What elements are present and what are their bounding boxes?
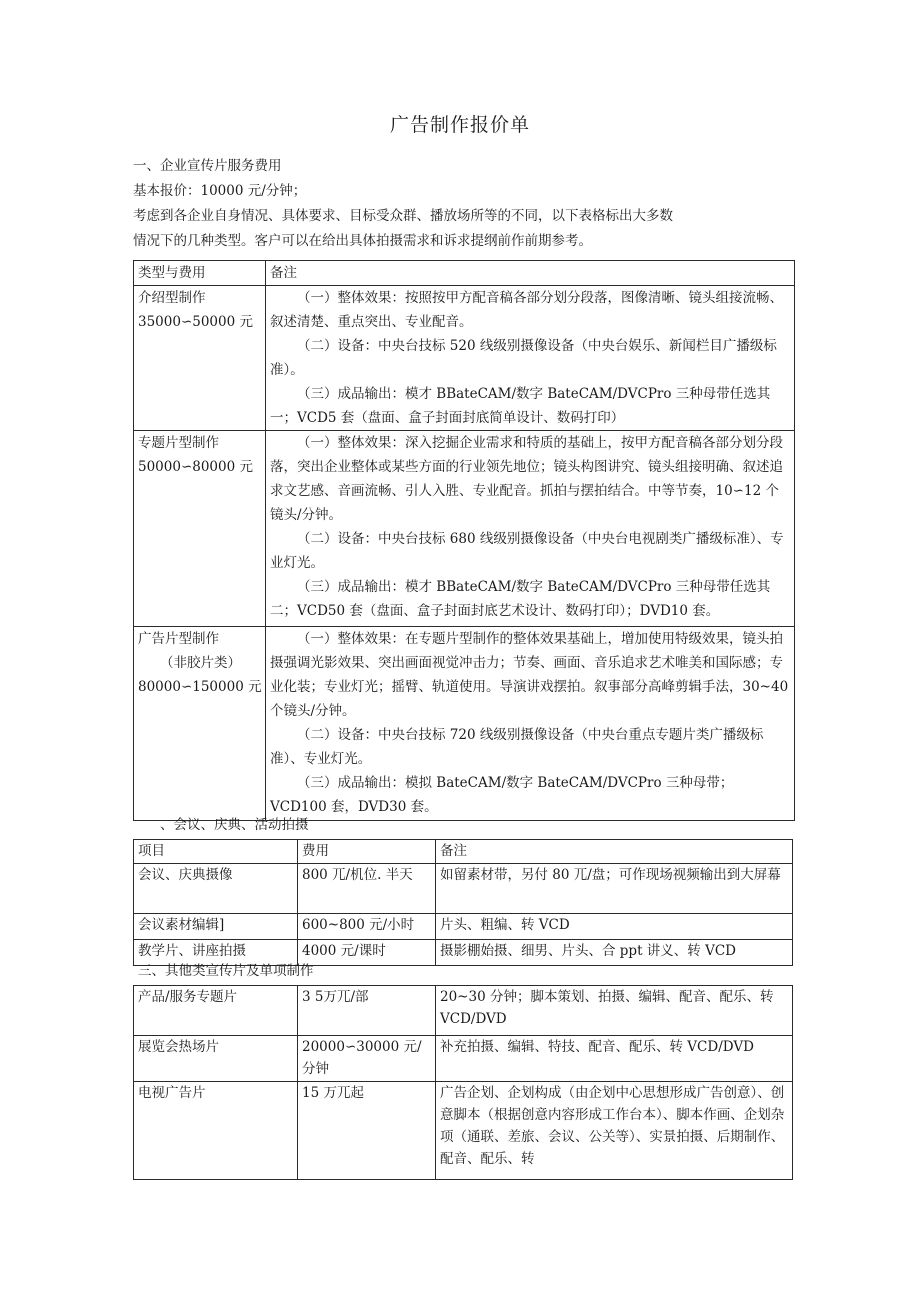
type-cell	[134, 627, 266, 821]
note-effect: （一）整体效果：在专题片型制作的整体效果基础上，增加使用特级效果，镜头拍摄强调光影效果、突出画面视觉冲击力；节奏、画面、音乐追求艺术唯美和国际感；专业化装；专业灯光；摇臂、轨道使用。导演讲戏摆拍。叙事部分高峰剪辑手法，30~40 个镜头/分钟。	[270, 631, 789, 719]
header-type-fee: 类型与费用	[134, 261, 266, 286]
notes-cell	[266, 627, 795, 821]
intro-line-1: 考虑到各企业自身情况、具体要求、目标受众群、播放场所等的不同，以下表格标出大多数	[133, 208, 673, 224]
notes-cell	[266, 431, 795, 627]
fee-cell: 3 5万兀/部	[298, 986, 436, 1036]
type-price: 80000∽150000 元	[138, 679, 262, 695]
note-output: （三）成品输出：模才 BBateCAM/数字 BateCAM/DVCPro 三种母带任选其一；VCD5 套（盘面、盒子封面封底简单设计、数码打印）	[270, 386, 771, 426]
type-price: 35000∽50000 元	[138, 314, 253, 330]
item-cell: 会议素材编辑]	[134, 914, 298, 940]
fee-cell: 15 万兀起	[298, 1082, 436, 1180]
type-name: 专题片型制作	[138, 435, 219, 451]
note-output: （三）成品输出：模才 BBateCAM/数字 BateCAM/DVCPro 三种母带任选其二；VCD50 套（盘面、盒子封面封底艺术设计、数码打印）；DVD10 套。	[270, 579, 771, 619]
table-row	[134, 864, 793, 914]
type-cell	[134, 431, 266, 627]
section2-heading: 、会议、庆典、活动拍摄	[160, 817, 309, 833]
note-cell: 广告企划、企划构成（由企划中心思想形成广告创意）、创意脚本（根据创意内容形成工作台本）、脚本作画、企划杂项（通联、差旅、会议、公关等）、实景拍摄、后期制作、配音、配乐、转	[436, 1082, 793, 1180]
type-subtitle: （非胶片类）	[160, 655, 241, 671]
item-cell: 会议、庆典摄像	[134, 864, 298, 914]
notes-cell	[266, 286, 795, 431]
item-cell: 教学片、讲座拍摄	[134, 940, 298, 966]
note-equipment: （二）设备：中央台技标 680 线级别摄像设备（中央台电视剧类广播级标准）、专业灯光。	[270, 531, 784, 571]
fee-cell: 4000 元/课时	[298, 940, 436, 966]
note-cell: 摄影棚始摄、细男、片头、合 ppt 讲义、转 VCD	[436, 940, 793, 966]
header-notes: 备注	[266, 261, 795, 286]
note-cell: 片头、粗编、转 VCD	[436, 914, 793, 940]
note-cell: 如留素材带，另付 80 兀/盘；可作现场视频输出到大屏幕	[436, 864, 793, 914]
item-cell: 电视广告片	[134, 1082, 298, 1180]
table-row	[134, 1036, 793, 1082]
document-title: 广告制作报价单	[389, 114, 530, 136]
section3-heading: 三、其他类宣传片及单项制作	[138, 963, 314, 979]
note-equipment: （二）设备：中央台技标 720 线级别摄像设备（中央台重点专题片类广播级标准）、专业灯光。	[270, 727, 764, 767]
note-cell: 20~30 分钟；脚本策划、拍摄、编辑、配音、配乐、转 VCD/DVD	[436, 986, 793, 1036]
table-row	[134, 1082, 793, 1180]
table-row	[134, 627, 795, 821]
note-effect: （一）整体效果：深入挖掘企业需求和特质的基础上，按甲方配音稿各部分划分段落，突出企业整体或某些方面的行业领先地位；镜头构图讲究、镜头组接明确、叙述追求文艺感、音画流畅、引人入胜、专业配音。抓拍与摆拍结合。中等节奏，10∽12 个镜头/分钟。	[270, 435, 783, 523]
note-cell: 补充拍摄、编辑、特技、配音、配乐、转 VCD/DVD	[436, 1036, 793, 1082]
type-name: 介绍型制作	[138, 290, 206, 306]
table-row	[134, 914, 793, 940]
section1-heading: 一、企业宣传片服务费用	[133, 158, 282, 174]
table-row	[134, 986, 793, 1036]
event-shooting-table	[133, 839, 793, 966]
type-name: 广告片型制作	[138, 631, 219, 647]
fee-cell: 800 兀/机位. 半天	[298, 864, 436, 914]
base-price: 基本报价：10000 元/分钟；	[133, 183, 307, 199]
header-fee: 费用	[298, 840, 436, 864]
fee-cell: 20000∽30000 元/分钟	[298, 1036, 436, 1082]
table-row	[134, 431, 795, 627]
intro-line-2: 情况下的几种类型。客户可以在给出具体拍摄需求和诉求提纲前作前期参考。	[133, 233, 592, 249]
item-cell: 产品/服务专题片	[134, 986, 298, 1036]
other-production-table	[133, 985, 793, 1180]
type-price: 50000∽80000 元	[138, 459, 253, 475]
note-output: （三）成品输出：模拟 BateCAM/数字 BateCAM/DVCPro 三种母带；VCD100 套，DVD30 套。	[270, 775, 734, 815]
item-cell: 展览会热场片	[134, 1036, 298, 1082]
note-equipment: （二）设备：中央台技标 520 线级别摄像设备（中央台娱乐、新闻栏目广播级标准）。	[270, 338, 777, 378]
note-effect: （一）整体效果：按照按甲方配音稿各部分划分段落，图像清晰、镜头组接流畅、叙述清楚、重点突出、专业配音。	[270, 290, 783, 330]
type-cell	[134, 286, 266, 431]
ad-type-table	[133, 260, 795, 821]
header-note: 备注	[436, 840, 793, 864]
table-row	[134, 286, 795, 431]
header-item: 项目	[134, 840, 298, 864]
fee-cell: 600~800 元/小时	[298, 914, 436, 940]
